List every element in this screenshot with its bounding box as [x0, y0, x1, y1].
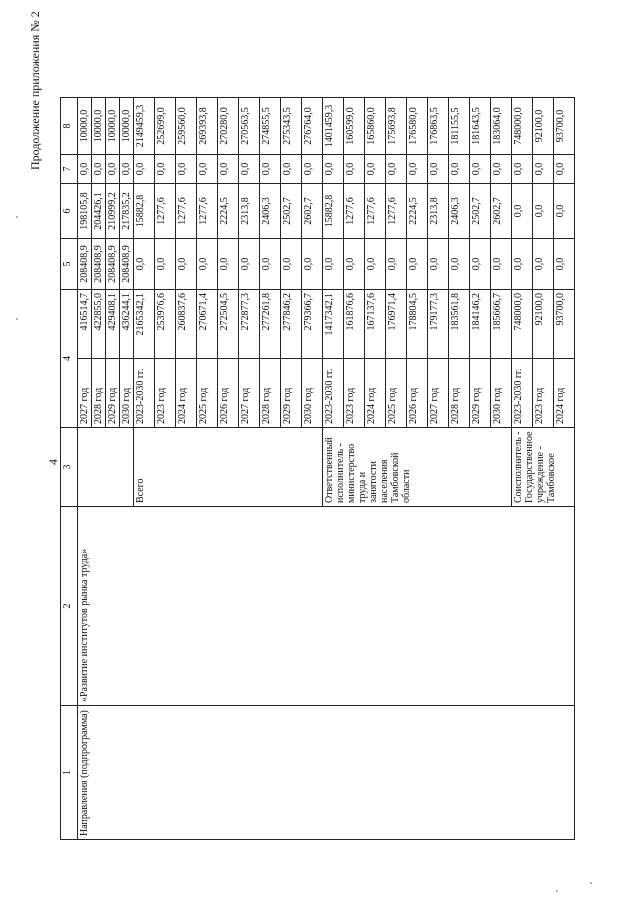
total-value-cell: 422855,0	[92, 290, 106, 359]
period-cell: 2028 год	[92, 359, 106, 428]
header-cell: 5	[61, 239, 78, 290]
value-cell: 0,0	[134, 155, 155, 184]
value-cell: 208408,9	[120, 239, 134, 290]
value-cell: 176863,5	[428, 98, 449, 155]
value-cell: 0,0	[428, 239, 449, 290]
page-number: 4	[46, 459, 60, 465]
value-cell: 0,0	[302, 155, 323, 184]
header-cell: 3	[61, 428, 78, 507]
value-cell: 1277,6	[344, 184, 365, 239]
value-cell: 198105,8	[78, 184, 92, 239]
value-cell: 0,0	[218, 155, 239, 184]
value-cell: 0,0	[218, 239, 239, 290]
period-cell: 2023 год	[533, 359, 554, 428]
total-value-cell: 277261,8	[260, 290, 281, 359]
value-cell: 15882,8	[134, 184, 155, 239]
value-cell: 0,0	[386, 239, 407, 290]
value-cell: 0,0	[281, 155, 302, 184]
value-cell: 0,0	[449, 239, 470, 290]
period-cell: 2026 год	[218, 359, 239, 428]
value-cell: 0,0	[512, 239, 533, 290]
value-cell: 270280,0	[218, 98, 239, 155]
subprogram-name-cell: «Развитие институтов рынка труда»	[78, 507, 575, 706]
value-cell: 0,0	[365, 155, 386, 184]
value-cell: 0,0	[176, 155, 197, 184]
period-cell: 2030 год	[491, 359, 512, 428]
value-cell: 275343,5	[281, 98, 302, 155]
table-body	[78, 98, 575, 840]
funding-table	[60, 97, 575, 840]
total-value-cell: 2165342,1	[134, 290, 155, 359]
value-cell: 208408,9	[106, 239, 120, 290]
value-cell: 0,0	[155, 155, 176, 184]
total-value-cell: 92100,0	[533, 290, 554, 359]
value-cell: 2149459,3	[134, 98, 155, 155]
total-value-cell: 93700,0	[554, 290, 575, 359]
total-value-cell: 1417342,1	[323, 290, 344, 359]
value-cell: 92100,0	[533, 98, 554, 155]
period-cell: 2023 год	[155, 359, 176, 428]
value-cell: 0,0	[533, 184, 554, 239]
value-cell: 0,0	[92, 155, 106, 184]
value-cell: 2602,7	[491, 184, 512, 239]
value-cell: 15882,8	[323, 184, 344, 239]
value-cell: 183064,0	[491, 98, 512, 155]
total-value-cell: 277846,2	[281, 290, 302, 359]
value-cell: 0,0	[386, 155, 407, 184]
value-cell: 93700,0	[554, 98, 575, 155]
total-value-cell: 178804,5	[407, 290, 428, 359]
value-cell: 0,0	[197, 155, 218, 184]
value-cell: 0,0	[554, 239, 575, 290]
value-cell: 2313,8	[428, 184, 449, 239]
direction-cell: Направления (подпрограмма)	[78, 706, 575, 840]
value-cell: 0,0	[449, 155, 470, 184]
value-cell: 0,0	[106, 155, 120, 184]
value-cell: 0,0	[197, 239, 218, 290]
value-cell: 0,0	[470, 155, 491, 184]
total-value-cell: 161876,6	[344, 290, 365, 359]
value-cell: 208408,9	[78, 239, 92, 290]
value-cell: 0,0	[176, 239, 197, 290]
header-cell: 7	[61, 155, 78, 184]
value-cell: 176580,0	[407, 98, 428, 155]
value-cell: 0,0	[407, 155, 428, 184]
value-cell: 160599,0	[344, 98, 365, 155]
total-value-cell: 279366,7	[302, 290, 323, 359]
period-cell: 2029 год	[470, 359, 491, 428]
scan-speck	[590, 882, 592, 884]
value-cell: 269393,8	[197, 98, 218, 155]
value-cell: 0,0	[533, 239, 554, 290]
executor-cell	[78, 428, 134, 507]
period-cell: 2029 год	[106, 359, 120, 428]
value-cell: 181155,5	[449, 98, 470, 155]
value-cell: 0,0	[155, 239, 176, 290]
value-cell: 2224,5	[407, 184, 428, 239]
value-cell: 2224,5	[218, 184, 239, 239]
table-row	[78, 98, 92, 840]
header-cell: 2	[61, 507, 78, 706]
value-cell: 217835,2	[120, 184, 134, 239]
value-cell: 1401459,3	[323, 98, 344, 155]
executor-cell: Всего	[134, 428, 323, 507]
value-cell: 0,0	[239, 155, 260, 184]
value-cell: 748000,0	[512, 98, 533, 155]
value-cell: 1277,6	[365, 184, 386, 239]
value-cell: 1277,6	[155, 184, 176, 239]
value-cell: 0,0	[344, 155, 365, 184]
executor-cell: Соисполнитель - Государственное учреждение - Тамбовское	[512, 428, 575, 507]
period-cell: 2023 год	[344, 359, 365, 428]
value-cell: 0,0	[344, 239, 365, 290]
period-cell: 2025 год	[386, 359, 407, 428]
value-cell: 270563,5	[239, 98, 260, 155]
period-cell: 2027 год	[78, 359, 92, 428]
value-cell: 10000,0	[106, 98, 120, 155]
period-cell: 2030 год	[120, 359, 134, 428]
period-cell: 2024 год	[176, 359, 197, 428]
total-value-cell: 429408,1	[106, 290, 120, 359]
total-value-cell: 270671,4	[197, 290, 218, 359]
executor-cell: Ответственный исполнитель - министерство труда и занятости населения Тамбовской области	[323, 428, 512, 507]
value-cell: 0,0	[491, 239, 512, 290]
total-value-cell: 167137,6	[365, 290, 386, 359]
total-value-cell: 183561,8	[449, 290, 470, 359]
value-cell: 252699,0	[155, 98, 176, 155]
value-cell: 10000,0	[78, 98, 92, 155]
value-cell: 0,0	[491, 155, 512, 184]
value-cell: 0,0	[323, 239, 344, 290]
total-value-cell: 416514,7	[78, 290, 92, 359]
value-cell: 165860,0	[365, 98, 386, 155]
value-cell: 0,0	[134, 239, 155, 290]
value-cell: 0,0	[260, 155, 281, 184]
period-cell: 2027 год	[428, 359, 449, 428]
period-cell: 2025 год	[197, 359, 218, 428]
value-cell: 274855,5	[260, 98, 281, 155]
value-cell: 0,0	[239, 239, 260, 290]
period-cell: 2029 год	[281, 359, 302, 428]
value-cell: 0,0	[365, 239, 386, 290]
value-cell: 0,0	[512, 184, 533, 239]
value-cell: 1277,6	[176, 184, 197, 239]
value-cell: 175693,8	[386, 98, 407, 155]
total-value-cell: 436244,1	[120, 290, 134, 359]
value-cell: 181643,5	[470, 98, 491, 155]
value-cell: 0,0	[260, 239, 281, 290]
period-cell: 2028 год	[449, 359, 470, 428]
scan-speck	[556, 890, 558, 892]
period-cell: 2024 год	[554, 359, 575, 428]
total-value-cell: 184146,2	[470, 290, 491, 359]
value-cell: 10000,0	[92, 98, 106, 155]
value-cell: 2406,3	[260, 184, 281, 239]
value-cell: 210999,2	[106, 184, 120, 239]
period-cell: 2026 год	[407, 359, 428, 428]
scan-speck	[16, 216, 18, 218]
total-value-cell: 176971,4	[386, 290, 407, 359]
header-cell: 1	[61, 706, 78, 840]
value-cell: 2502,7	[281, 184, 302, 239]
continuation-note: Продолжение приложения № 2	[28, 11, 42, 170]
value-cell: 1277,6	[386, 184, 407, 239]
total-value-cell: 748000,0	[512, 290, 533, 359]
value-cell: 0,0	[533, 155, 554, 184]
total-value-cell: 272504,5	[218, 290, 239, 359]
period-cell: 2023-2030 гг.	[323, 359, 344, 428]
value-cell: 2313,8	[239, 184, 260, 239]
period-cell: 2023-2030 гг.	[134, 359, 155, 428]
value-cell: 2502,7	[470, 184, 491, 239]
scan-speck	[16, 318, 18, 320]
header-cell: 4	[61, 290, 78, 428]
total-value-cell: 260837,6	[176, 290, 197, 359]
value-cell: 0,0	[428, 155, 449, 184]
value-cell: 0,0	[281, 239, 302, 290]
value-cell: 10000,0	[120, 98, 134, 155]
period-cell: 2023-2030 гг.	[512, 359, 533, 428]
value-cell: 2406,3	[449, 184, 470, 239]
header-cell: 8	[61, 98, 78, 155]
total-value-cell: 272877,3	[239, 290, 260, 359]
value-cell: 204426,1	[92, 184, 106, 239]
period-cell: 2030 год	[302, 359, 323, 428]
value-cell: 259560,0	[176, 98, 197, 155]
value-cell: 0,0	[407, 239, 428, 290]
period-cell: 2028 год	[260, 359, 281, 428]
value-cell: 0,0	[554, 184, 575, 239]
value-cell: 0,0	[470, 239, 491, 290]
period-cell: 2024 год	[365, 359, 386, 428]
value-cell: 0,0	[323, 155, 344, 184]
header-row	[61, 98, 78, 840]
value-cell: 0,0	[78, 155, 92, 184]
total-value-cell: 179177,3	[428, 290, 449, 359]
value-cell: 0,0	[554, 155, 575, 184]
period-cell: 2027 год	[239, 359, 260, 428]
value-cell: 208408,9	[92, 239, 106, 290]
total-value-cell: 253976,6	[155, 290, 176, 359]
value-cell: 276764,0	[302, 98, 323, 155]
value-cell: 0,0	[120, 155, 134, 184]
value-cell: 1277,6	[197, 184, 218, 239]
value-cell: 0,0	[302, 239, 323, 290]
header-cell: 6	[61, 184, 78, 239]
total-value-cell: 185666,7	[491, 290, 512, 359]
value-cell: 2602,7	[302, 184, 323, 239]
value-cell: 0,0	[512, 155, 533, 184]
